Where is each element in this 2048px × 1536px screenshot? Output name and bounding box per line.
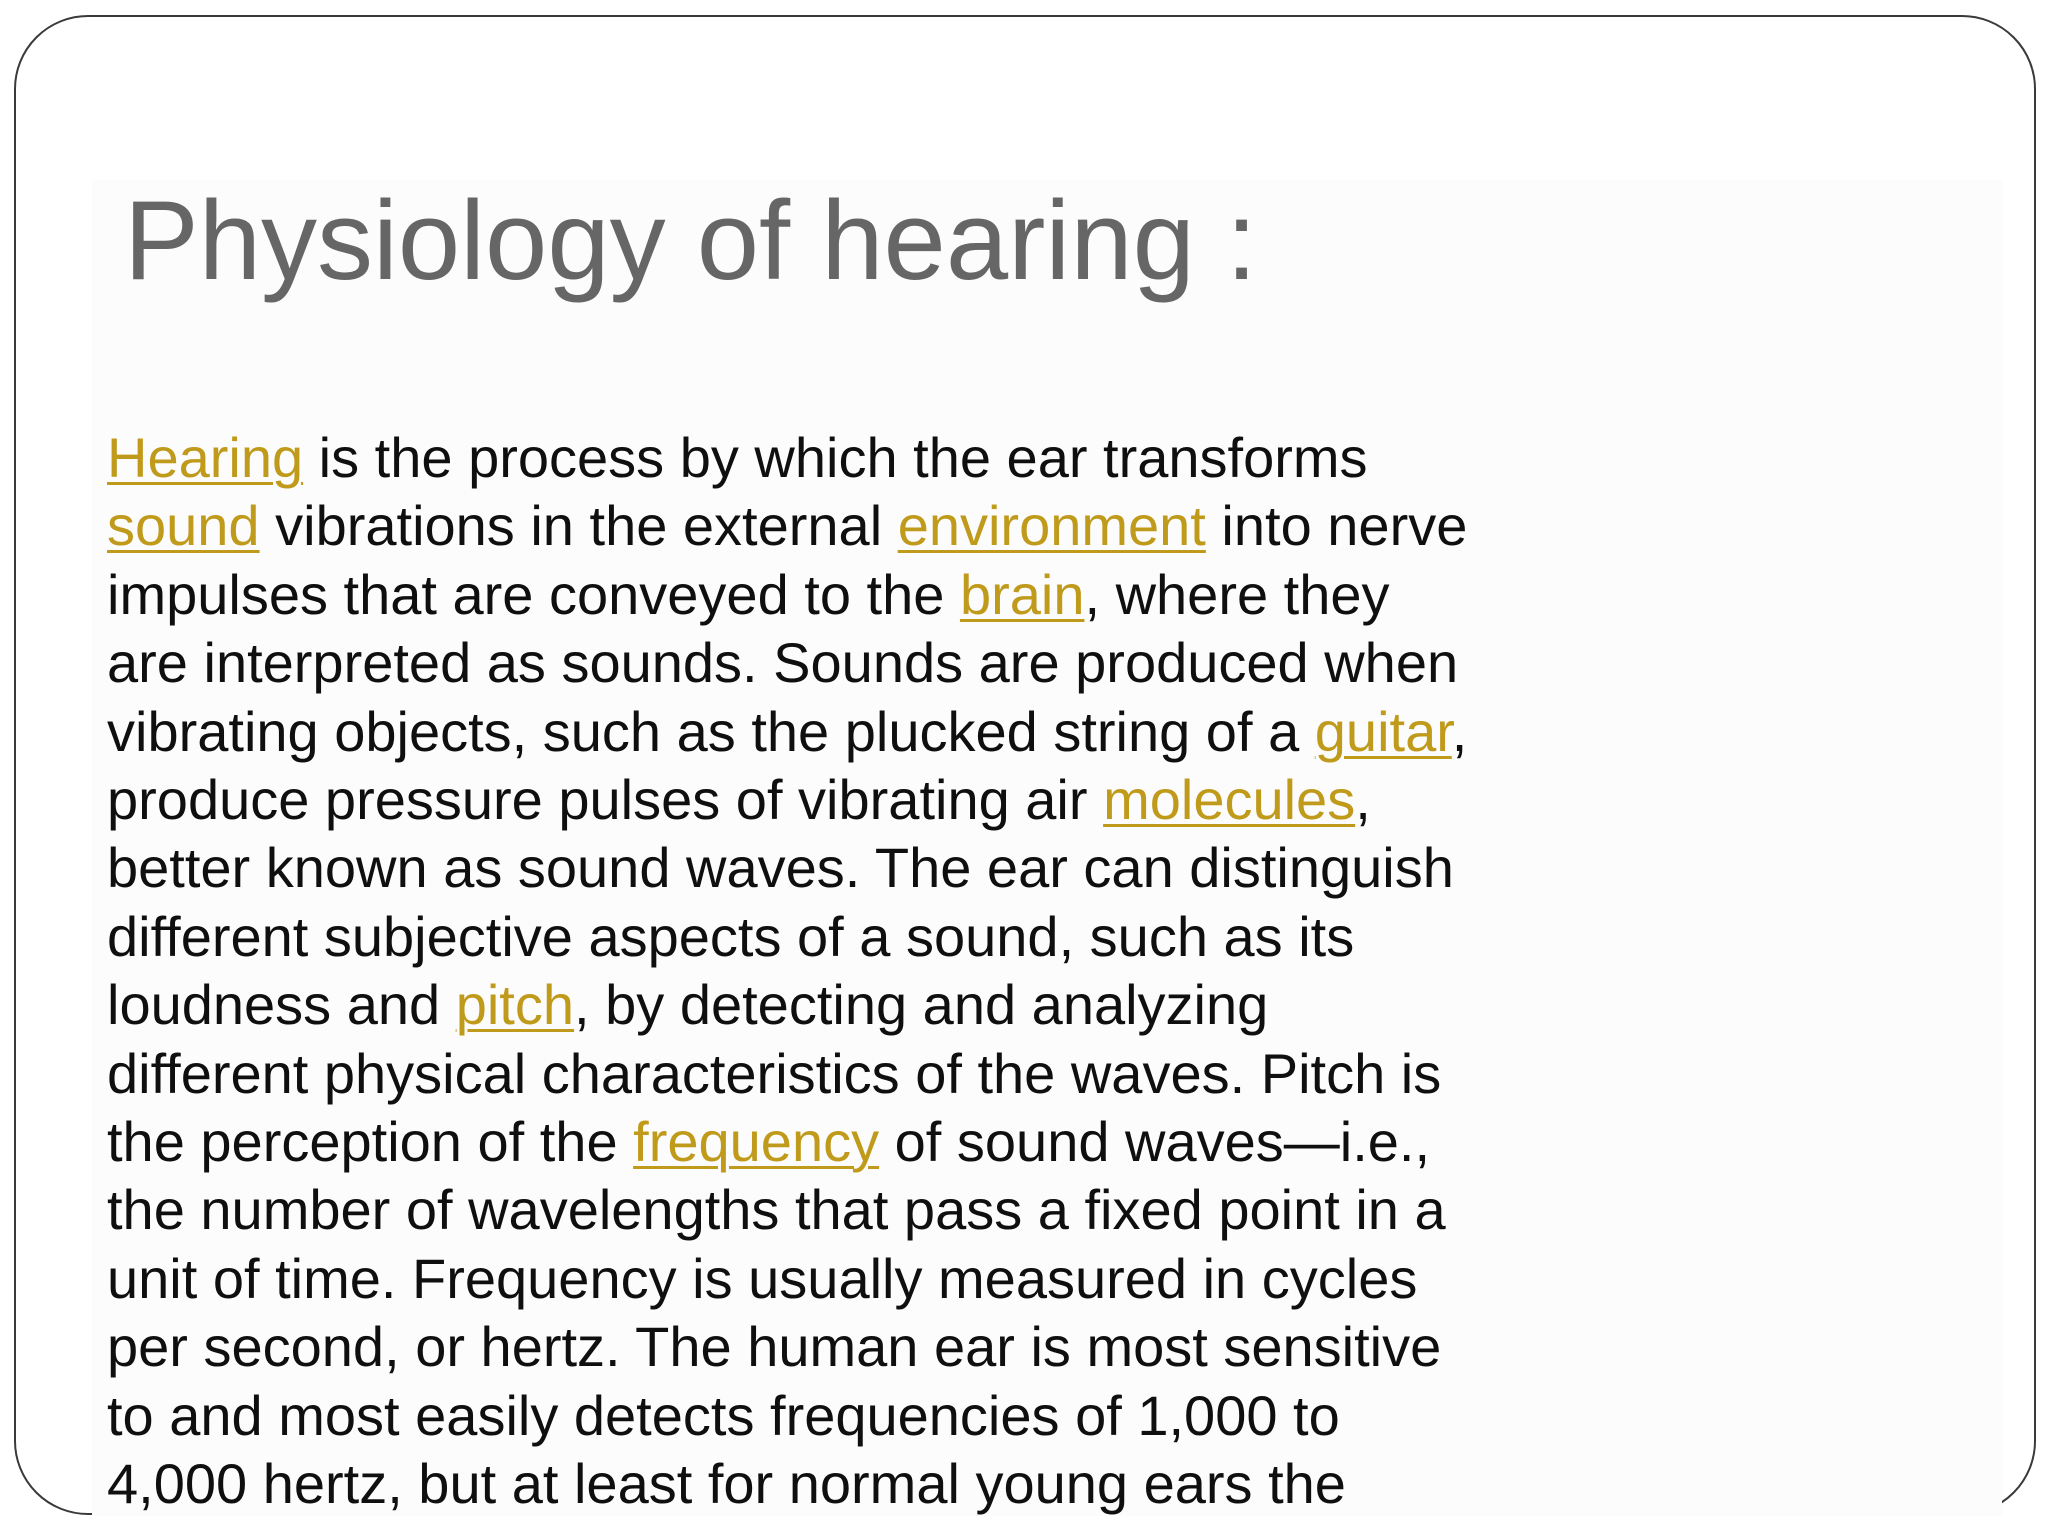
body-text-segment: produce pressure pulses of vibrating air [107,768,1104,832]
body-line [107,1450,1527,1518]
link-frequency[interactable]: frequency [633,1110,880,1174]
body-text-segment: loudness and [107,973,456,1037]
link-guitar[interactable]: guitar [1314,699,1452,763]
body-text-segment: unit of time. Frequency is usually measured in cycles [107,1246,1418,1310]
body-text-segment: different subjective aspects of a sound, such as its [107,904,1355,968]
body-line [107,1108,1527,1176]
body-line [107,1176,1527,1244]
body-text-segment: into nerve [1205,494,1468,558]
body-line [107,1245,1527,1313]
body-text-segment: , [1451,699,1468,763]
body-text-segment: 4,000 hertz, but at least for normal young ears the [107,1452,1346,1516]
body-line [107,1382,1527,1450]
body-text-segment: impulses that are conveyed to the [107,562,960,626]
body-text-segment: better known as sound waves. The ear can distinguish [107,836,1454,900]
body-text-segment: of sound waves—i.e., [879,1110,1431,1174]
body-text-segment: the number of wavelengths that pass a fixed point in a [107,1178,1446,1242]
body-line [107,903,1527,971]
body-text-segment: , where they [1084,562,1390,626]
link-brain[interactable]: brain [959,562,1085,626]
body-line [107,492,1527,560]
body-text-segment: vibrating objects, such as the plucked string of a [107,699,1315,763]
body-line [107,424,1527,492]
slide-title: Physiology of hearing : [124,178,1258,303]
body-line [107,766,1527,834]
link-pitch[interactable]: pitch [455,973,575,1037]
body-text-segment: is the process by which the ear transforms [303,426,1368,489]
body-text-segment: vibrations in the external [259,494,898,558]
link-molecules[interactable]: molecules [1103,768,1356,832]
body-line [107,1040,1527,1108]
link-environment[interactable]: environment [897,494,1206,558]
body-text-segment: different physical characteristics of the waves. Pitch is [107,1041,1442,1105]
link-hearing[interactable]: Hearing [107,426,304,489]
body-line [107,698,1527,766]
slide-body-text [107,424,1527,1519]
body-text-segment: per second, or hertz. The human ear is most sensitive [107,1315,1442,1379]
body-line [107,1313,1527,1381]
body-text-segment: , [1355,768,1371,832]
body-line [107,561,1527,629]
body-text-segment: the perception of the [107,1110,634,1174]
link-sound[interactable]: sound [107,494,260,558]
body-text-segment: are interpreted as sounds. Sounds are produced when [107,631,1459,695]
body-line [107,834,1527,902]
body-text-segment: , by detecting and analyzing [574,973,1269,1037]
body-text-segment: to and most easily detects frequencies of 1,000 to [107,1383,1340,1447]
body-line [107,629,1527,697]
body-line [107,971,1527,1039]
